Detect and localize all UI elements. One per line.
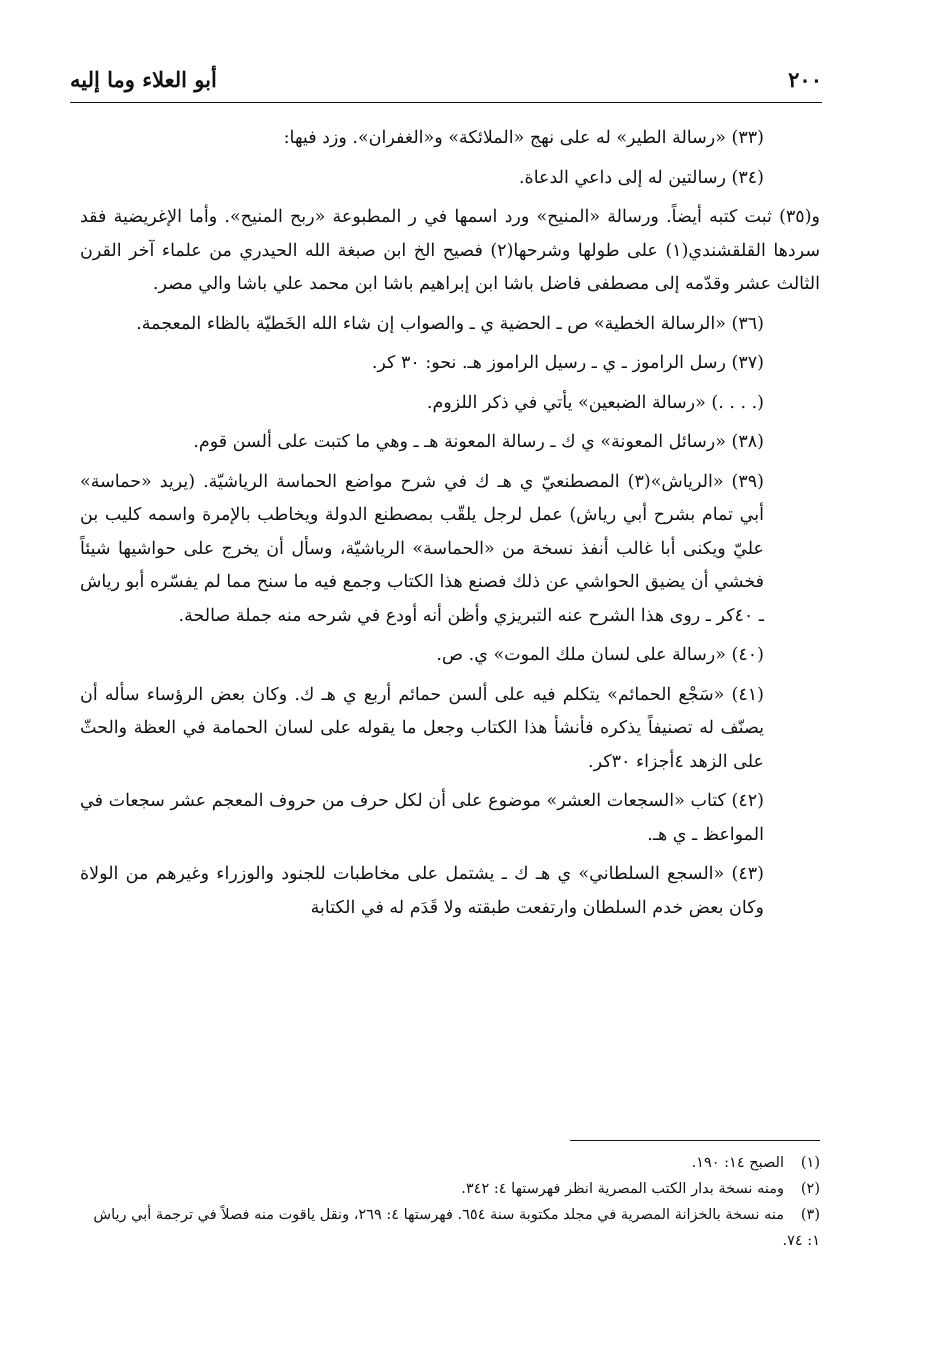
footnote-rule [570, 1140, 820, 1141]
running-title: أبو العلاء وما إليه [70, 66, 217, 92]
page-header [70, 62, 822, 96]
page-number: ٢٠٠ [788, 66, 822, 92]
footnote-text: منه نسخة بالخزانة المصرية في مجلد مكتوبة سنة ٦٥٤. فهرستها ٤: ٢٦٩، ونقل ياقوت منه فصلاً في ترجمة أبي رياش ١: ٧٤. [93, 1207, 820, 1249]
paragraph: (. . . .) «رسالة الضبعين» يأتي في ذكر اللزوم. [426, 392, 764, 413]
paragraph: (٣٤) رسالتين له إلى داعي الدعاة. [518, 167, 764, 188]
footnote [80, 1202, 820, 1254]
paragraph: (٣٣) «رسالة الطير» له على نهج «الملائكة» و«الغفران». وزد فيها: [283, 128, 764, 148]
footnote-text: الصبح ١٤: ١٩٠. [691, 1155, 784, 1171]
paragraph: (٤٣) «السجع السلطاني» ي هـ ك ـ يشتمل على مخاطبات للجنود والوزراء وغيرهم من الولاة وكان بعض خدم السلطان وارتفعت طبقته ولا قَدَم له في الكتابة [80, 864, 764, 918]
footnote [80, 1176, 820, 1202]
footnotes [80, 1150, 820, 1254]
header-rule [70, 102, 822, 103]
paragraph: (٣٩) «الرياش»(٣) المصطنعيّ ي هـ ك في شرح مواضع الحماسة الرياشيّة. (يريد «حماسة» أبي تمام بشرح أبي رياش) عمل لرجل يلقّب بمصطنع الدولة ويخاطب بالإمرة واسمه كليب بن عليّ ويكنى أبا غالب أنفذ نسخة من «الحماسة» الرياشيّة، وسأل أن يخرج على حواشيها شيئاً فخشي أن يضيق الحواشي عن ذلك فصنع هذا الكتاب وجمع فيه ما سنح مما لم يفسّره أبو رياش ـ ٤٠كر ـ روى هذا الشرح عنه التبريزي وأظن أنه أودع في شرحه منه جملة صالحة. [80, 471, 764, 626]
paragraph: (٣٨) «رسائل المعونة» ي ك ـ رسالة المعونة هـ ـ وهي ما كتبت على ألسن قوم. [193, 432, 764, 452]
footnote-text: ومنه نسخة بدار الكتب المصرية انظر فهرستها ٤: ٣٤٢. [461, 1181, 784, 1197]
paragraph: (٣٦) «الرسالة الخطية» ص ـ الحضية ي ـ والصواب إن شاء الله الخَطيّة بالظاء المعجمة. [136, 313, 764, 334]
paragraph: (٤٢) كتاب «السجعات العشر» موضوع على أن لكل حرف من حروف المعجم عشر سجعات في المواعظ ـ ي هـ. [80, 791, 764, 845]
paragraph: (٤٠) «رسالة على لسان ملك الموت» ي. ص. [436, 645, 764, 665]
footnote-number: (١) [800, 1155, 820, 1171]
footnote-number: (٣) [800, 1207, 820, 1223]
footnote-number: (٢) [800, 1181, 820, 1197]
paragraph: و(٣٥) ثبت كتبه أيضاً. ورسالة «المنيح» ورد اسمها في ر المطبوعة «ربح المنيح». وأما الإغريضية فقد سردها القلقشندي(١) على طولها وشرحها(٢) فصيح الخ ابن صبغة الله الحيدري من علماء آخر القرن الثالث عشر وقدّمه إلى مصطفى فاضل باشا ابن إبراهيم باشا ابن محمد علي باشا والي مصر. [80, 207, 821, 294]
paragraph: (٣٧) رسل الراموز ـ ي ـ رسيل الراموز هـ. نحو: ٣٠ كر. [371, 353, 764, 373]
main-text [80, 122, 820, 931]
paragraph: (٤١) «سَجْع الحمائم» يتكلم فيه على ألسن حمائم أربع ي هـ ك. وكان بعض الرؤساء سأله أن يصنّف له تصنيفاً يذكره فأنشأ هذا الكتاب وجعل ما يقوله على لسان الحمامة في العظة والحثّ على الزهد ٤أجزاء ٣٠كر. [80, 684, 764, 772]
footnote [80, 1150, 820, 1176]
